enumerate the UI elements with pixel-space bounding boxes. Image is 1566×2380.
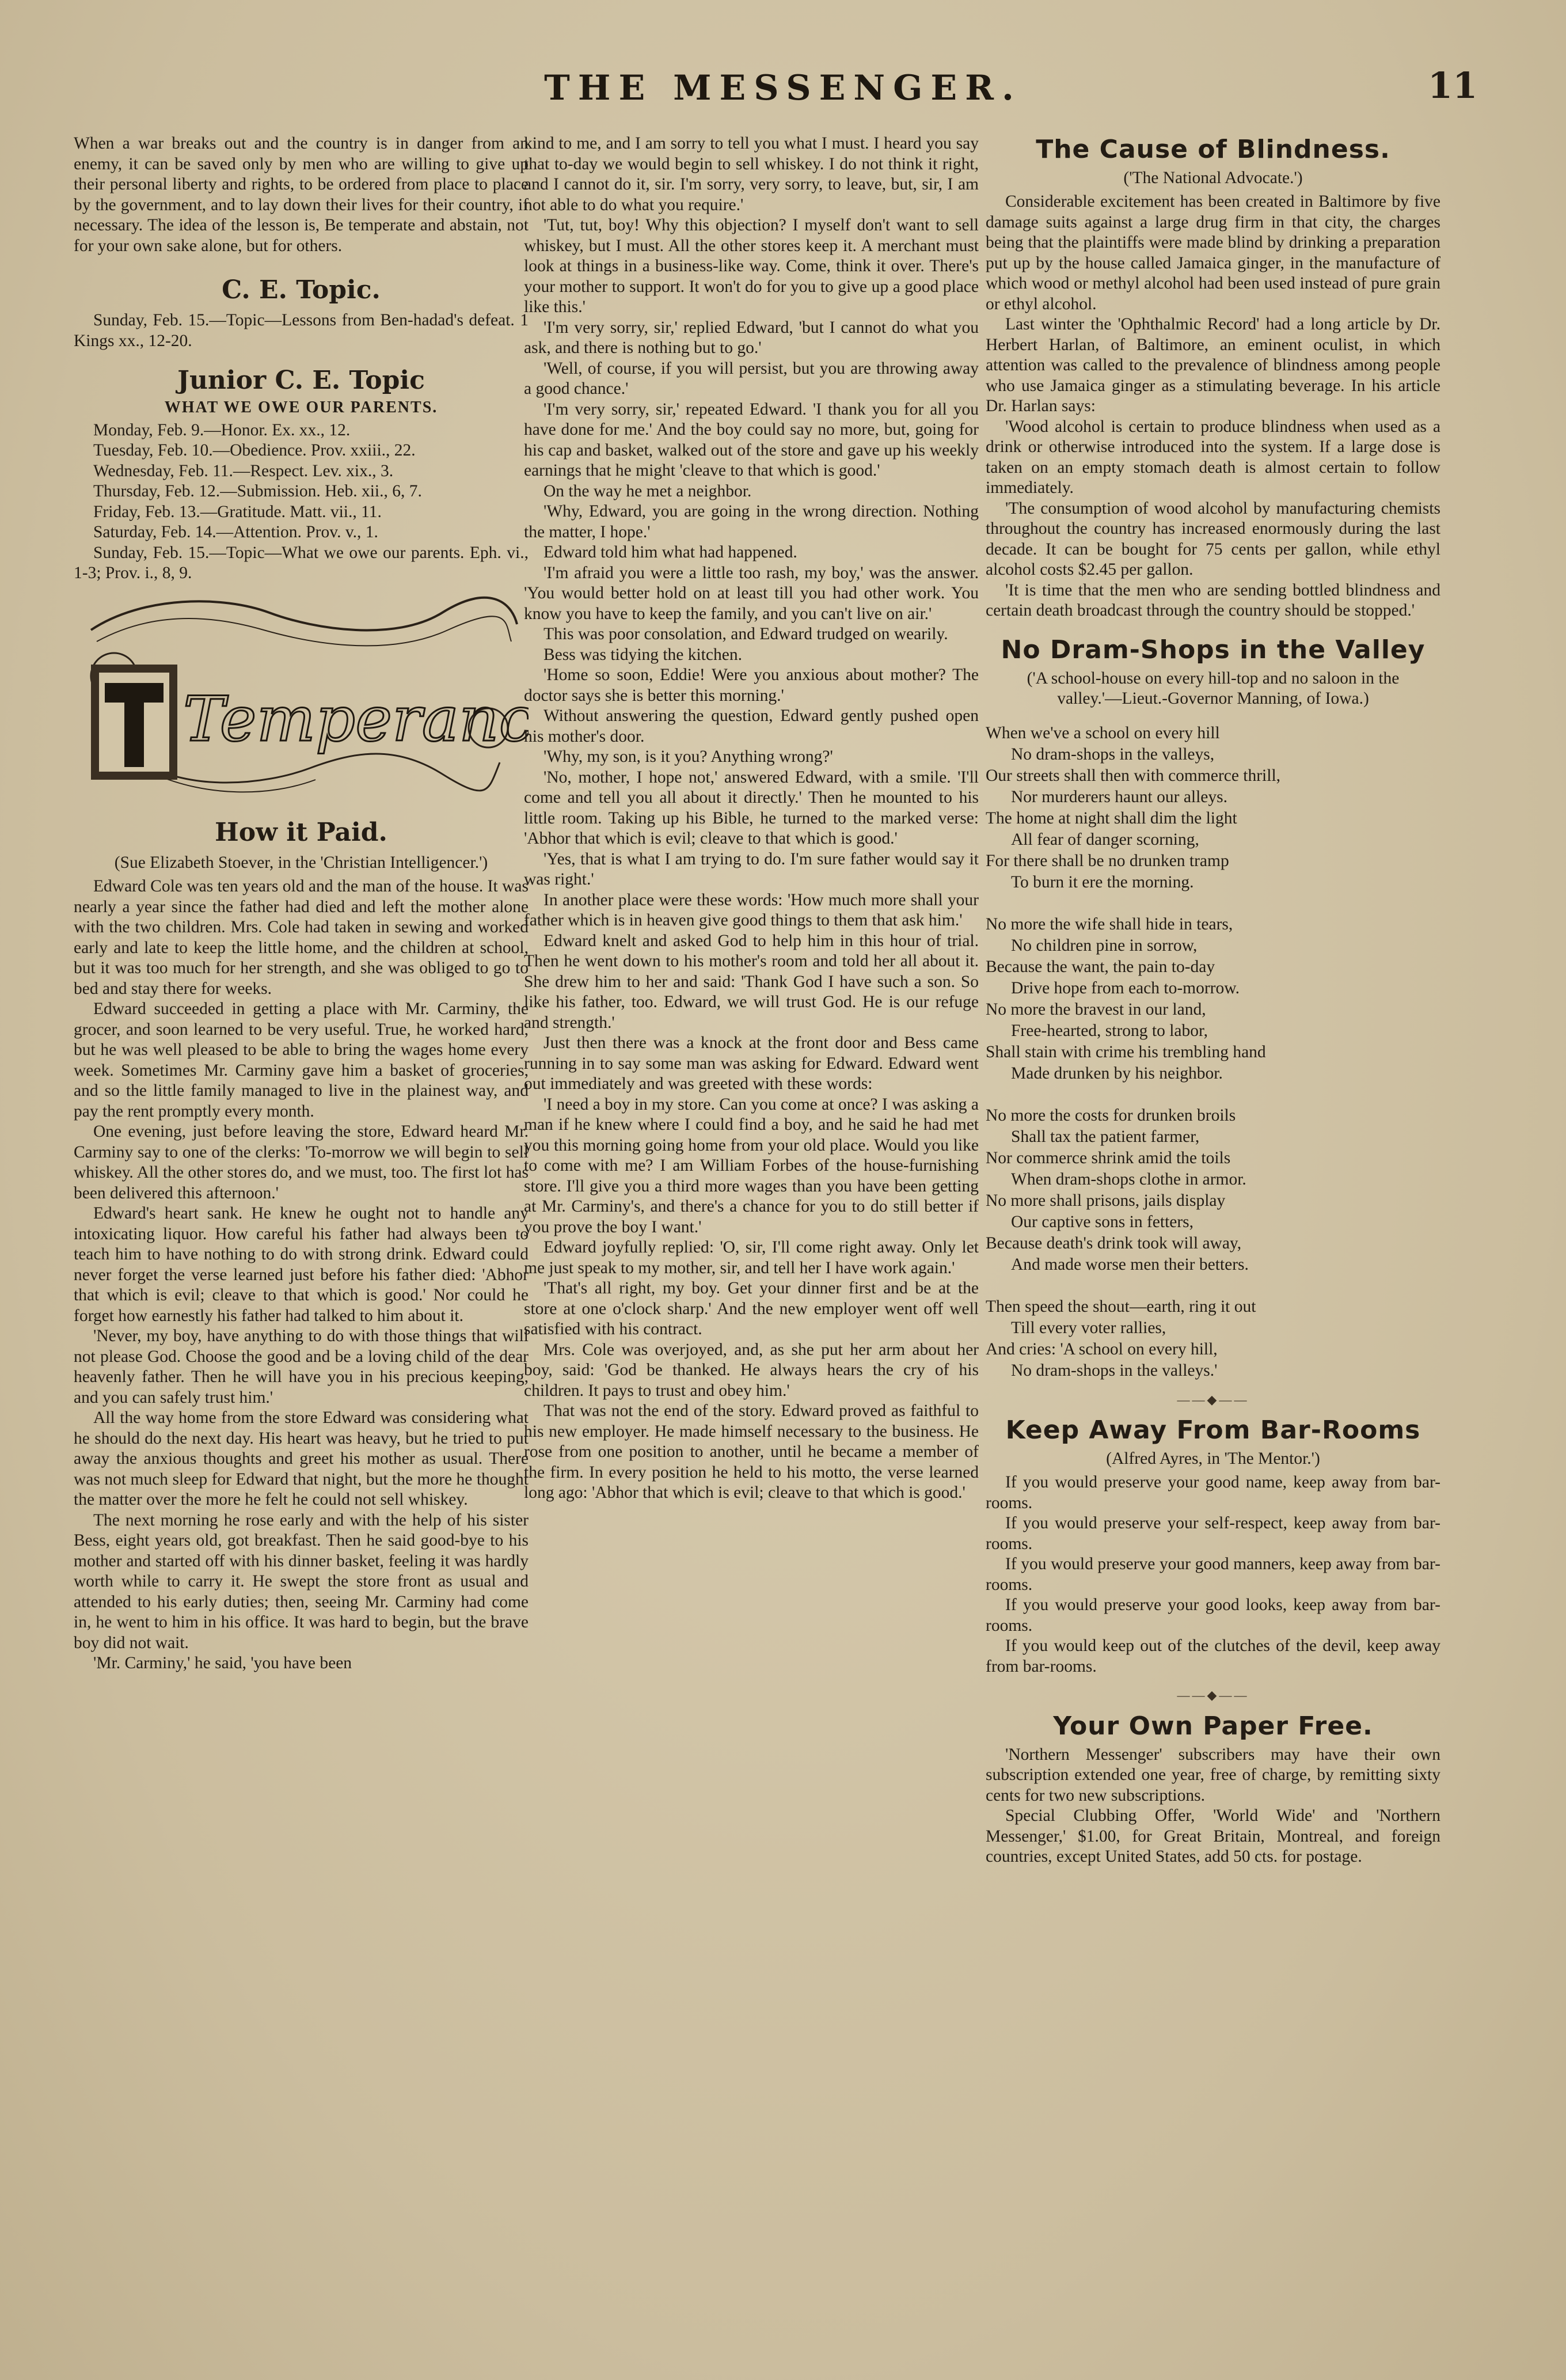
paragraph: 'Well, of course, if you will persist, but you are throwing away a good chance.' bbox=[524, 359, 979, 398]
list-item: Thursday, Feb. 12.—Submission. Heb. xii., 6, 7. bbox=[93, 482, 422, 500]
paragraph: One evening, just before leaving the store, Edward heard Mr. Carminy say to one of the clerks: 'To-morrow we will begin to sell whiskey. All the other stores do, and we must, too. The first lot has been delivered this afternoon.' bbox=[74, 1122, 529, 1202]
masthead-title: THE MESSENGER. bbox=[544, 68, 1022, 108]
list-item: Wednesday, Feb. 11.—Respect. Lev. xix., 3. bbox=[93, 461, 394, 480]
paragraph: 'Yes, that is what I am trying to do. I'm sure father would say it was right.' bbox=[524, 849, 979, 889]
column-2 bbox=[524, 134, 979, 1504]
ce-topic-text: Sunday, Feb. 15.—Topic—Lessons from Ben-hadad's defeat. 1 Kings xx., 12-20. bbox=[74, 311, 529, 350]
poem-line: And cries: 'A school on every hill, bbox=[986, 1339, 1218, 1358]
paragraph: 'Home so soon, Eddie! Were you anxious about mother? The doctor says she is better this morning.' bbox=[524, 666, 979, 705]
paragraph: 'Tut, tut, boy! Why this objection? I myself don't want to sell whiskey, but I must. All the other stores keep it. A merchant must look at things in a business-like way. Come, think it over. There's your mother to support. It won't do for you to give up a good place like this.' bbox=[524, 216, 979, 316]
paragraph: 'Mr. Carminy,' he said, 'you have been bbox=[93, 1654, 352, 1672]
poem-line: Nor commerce shrink amid the toils bbox=[986, 1148, 1231, 1167]
poem-line: Then speed the shout—earth, ring it out bbox=[986, 1297, 1256, 1316]
list-item: Monday, Feb. 9.—Honor. Ex. xx., 12. bbox=[93, 420, 351, 439]
ce-topic-heading: C. E. Topic. bbox=[222, 275, 381, 305]
paragraph: The next morning he rose early and with the help of his sister Bess, eight years old, got breakfast. Then he said good-bye to his mother and started off with his dinner basket, feeling it was hardly worth while to carry it. He swept the store front as usual and attended to his early duties; then, seeing Mr. Carminy had come in, he went to him in his office. It was hard to begin, but the brave boy did not wait. bbox=[74, 1510, 529, 1652]
lesson-intro: When a war breaks out and the country is in danger from an enemy, it can be saved only by men who are willing to give up their personal liberty and rights, to be ordered from place to place by the government, and to lay down their lives for their country, if necessary. The idea of the lesson is, Be temperate and abstain, not for your own sake alone, but for others. bbox=[74, 134, 529, 255]
list-item: Sunday, Feb. 15.—Topic—What we owe our parents. Eph. vi., 1-3; Prov. i., 8, 9. bbox=[74, 543, 529, 582]
paragraph: 'No, mother, I hope not,' answered Edward, with a smile. 'I'll come and tell you all about it directly.' Then he mounted to his little room. Taking up his Bible, he turned to the marked verse: 'Abhor that which is evil; cleave to that which is good.' bbox=[524, 768, 979, 848]
paragraph: Considerable excitement has been created in Baltimore by five damage suits against a large drug firm in that city, the charges being that the plaintiffs were made blind by drinking a preparation put up by the house called Jamaica ginger, in the manufacture of which wood or methyl alcohol had been used instead of pure grain or ethyl alcohol. bbox=[986, 192, 1440, 313]
paragraph: If you would keep out of the clutches of the devil, keep away from bar-rooms. bbox=[986, 1637, 1440, 1676]
poem-line: Our streets shall then with commerce thrill, bbox=[986, 766, 1281, 785]
poem-line: No more the bravest in our land, bbox=[986, 1000, 1206, 1019]
poem-line: No more the wife shall hide in tears, bbox=[986, 914, 1233, 933]
paragraph: 'The consumption of wood alcohol by manufacturing chemists throughout the country has increased enormously during the last decade. It can be bought for 75 cents per gallon, while ethyl alcohol costs $2.45 per gallon. bbox=[986, 499, 1440, 579]
paragraph: Edward knelt and asked God to help him in this hour of trial. Then he went down to his mother's room and told her all about it. She drew him to her and said: 'Thank God I have such a son. So like his father, too. Edward, we will trust God. He is our refuge and strength.' bbox=[524, 931, 979, 1032]
paragraph: 'I'm afraid you were a little too rash, my boy,' was the answer. 'You would better hold on at least till you had other work. You know you have to keep the family, and you can't live on air.' bbox=[524, 563, 979, 623]
column-3 bbox=[986, 134, 1440, 1867]
paragraph: 'That's all right, my boy. Get your dinner first and be at the store at one o'clock sharp.' And the new employer went off well satisfied with his contract. bbox=[524, 1279, 979, 1338]
paragraph: If you would preserve your good manners, keep away from bar-rooms. bbox=[986, 1555, 1440, 1594]
poem-stanza bbox=[986, 1296, 1440, 1381]
paragraph: All the way home from the store Edward was considering what he should do the next day. His heart was heavy, but he tried to put away the anxious thoughts and greet his mother as usual. There was not much sleep for Edward that night, but the more he thought the matter over the more he felt he could not sell whiskey. bbox=[74, 1409, 529, 1509]
blindness-heading: The Cause of Blindness. bbox=[1036, 135, 1390, 164]
poem-line: For there shall be no drunken tramp bbox=[986, 851, 1229, 870]
paragraph: If you would preserve your good looks, keep away from bar-rooms. bbox=[986, 1596, 1440, 1635]
poem-line: Shall stain with crime his trembling hand bbox=[986, 1042, 1266, 1061]
poem-line: No more shall prisons, jails display bbox=[986, 1191, 1226, 1210]
paragraph: That was not the end of the story. Edward proved as faithful to his new employer. He made himself necessary to the business. He rose from one position to another, until he became a member of the firm. In every position he held to his motto, the verse learned long ago: 'Abhor that which is evil; cleave to that which is good.' bbox=[524, 1402, 979, 1502]
story-heading: How it Paid. bbox=[215, 818, 387, 847]
poem-line: The home at night shall dim the light bbox=[986, 808, 1237, 828]
paragraph: 'Northern Messenger' subscribers may have their own subscription extended one year, free of charge, by remitting sixty cents for two new subscriptions. bbox=[986, 1745, 1440, 1805]
poem-line: Nor murderers haunt our alleys. bbox=[1011, 787, 1228, 806]
poem-line: And made worse men their betters. bbox=[1011, 1255, 1249, 1274]
paragraph: On the way he met a neighbor. bbox=[543, 481, 752, 500]
bar-rooms-source: (Alfred Ayres, in 'The Mentor.') bbox=[1106, 1449, 1320, 1468]
dram-shops-heading: No Dram-Shops in the Valley bbox=[1001, 635, 1426, 665]
column-1 bbox=[74, 134, 529, 1674]
paragraph: This was poor consolation, and Edward trudged on wearily. bbox=[543, 625, 948, 643]
paragraph: Edward succeeded in getting a place with Mr. Carminy, the grocer, and soon learned to be very useful. True, he worked hard, but he was well pleased to be able to bring the wages home every week. Sometimes Mr. Carminy gave him a basket of groceries, and so the little family managed to live in the plainest way, and pay the rent promptly every month. bbox=[74, 1000, 529, 1121]
paragraph: 'I'm very sorry, sir,' replied Edward, 'but I cannot do what you ask, and there is nothing but to go.' bbox=[524, 318, 979, 357]
poem-line: Free-hearted, strong to labor, bbox=[1011, 1021, 1208, 1040]
own-paper-heading: Your Own Paper Free. bbox=[1053, 1711, 1373, 1741]
paragraph: 'Never, my boy, have anything to do with those things that will not please God. Choose the good and be a loving child of the dear heavenly father. Then he will have you in his precious keeping, and you can safely trust him.' bbox=[74, 1327, 529, 1407]
poem-line: No dram-shops in the valleys, bbox=[1011, 745, 1215, 764]
paragraph: kind to me, and I am sorry to tell you what I must. I heard you say that to-day we would begin to sell whiskey. I do not think it right, and I cannot do it, sir. I'm sorry, very sorry, to leave, but, sir, I am not able to do what you require.' bbox=[524, 134, 979, 214]
paragraph: Edward's heart sank. He knew he ought not to handle any intoxicating liquor. How careful his father had always been to teach him to have nothing to do with strong drink. Edward could never forget the verse learned just before his father died: 'Abhor that which is evil; cleave to that which is good.' Nor could he forget how earnestly his father had talked to him about it. bbox=[74, 1204, 529, 1325]
bar-rooms-heading: Keep Away From Bar-Rooms bbox=[1005, 1415, 1421, 1445]
story-body-part-1 bbox=[74, 876, 529, 1674]
page-number: 11 bbox=[1428, 64, 1478, 107]
paragraph: Mrs. Cole was overjoyed, and, as she put her arm about her boy, said: 'God be thanked. He always hears the cry of his children. It pays to trust and obey him.' bbox=[524, 1340, 979, 1400]
temperance-banner-text: Temperan bbox=[183, 683, 499, 756]
junior-ce-subheading: WHAT WE OWE OUR PARENTS. bbox=[164, 398, 438, 416]
poem-line: Because the want, the pain to-day bbox=[986, 957, 1215, 976]
blindness-source: ('The National Advocate.') bbox=[1123, 169, 1303, 187]
poem-line: When we've a school on every hill bbox=[986, 723, 1220, 742]
poem-line: Our captive sons in fetters, bbox=[1011, 1212, 1194, 1231]
paragraph: Without answering the question, Edward gently pushed open his mother's door. bbox=[524, 707, 979, 746]
paragraph: Edward joyfully replied: 'O, sir, I'll come right away. Only let me just speak to my mother, sir, and tell her I have work again.' bbox=[524, 1238, 979, 1277]
junior-ce-heading: Junior C. E. Topic bbox=[177, 366, 425, 395]
paragraph: Special Clubbing Offer, 'World Wide' and 'Northern Messenger,' $1.00, for Great Britain, Montreal, and foreign countries, except United States, add 50 cts. for postage. bbox=[986, 1806, 1440, 1866]
paragraph: Bess was tidying the kitchen. bbox=[543, 645, 742, 664]
poem-stanza bbox=[986, 1105, 1440, 1276]
paragraph: 'It is time that the men who are sending bottled blindness and certain death broadcast through the country should be stopped.' bbox=[986, 580, 1440, 620]
poem-line: Drive hope from each to-morrow. bbox=[1011, 978, 1240, 997]
poem-line: No dram-shops in the valleys.' bbox=[1011, 1361, 1218, 1380]
dram-shops-poem bbox=[986, 723, 1440, 1381]
temperance-banner bbox=[74, 590, 529, 803]
paragraph: If you would preserve your self-respect, keep away from bar-rooms. bbox=[986, 1514, 1440, 1553]
paragraph: 'Why, Edward, you are going in the wrong direction. Nothing the matter, I hope.' bbox=[524, 502, 979, 541]
paragraph: If you would preserve your good name, keep away from bar-rooms. bbox=[986, 1473, 1440, 1512]
poem-stanza bbox=[986, 723, 1440, 893]
poem-line: All fear of danger scorning, bbox=[1011, 830, 1199, 849]
ornament-divider: ——◆—— bbox=[1177, 1688, 1249, 1702]
poem-line: When dram-shops clothe in armor. bbox=[1011, 1170, 1246, 1189]
dram-shops-source: ('A school-house on every hill-top and no saloon in the valley.'—Lieut.-Governor Manning, of Iowa.) bbox=[1027, 669, 1400, 708]
list-item: Tuesday, Feb. 10.—Obedience. Prov. xxiii., 22. bbox=[93, 441, 416, 460]
paragraph: 'Why, my son, is it you? Anything wrong?' bbox=[543, 747, 833, 766]
poem-line: Shall tax the patient farmer, bbox=[1011, 1127, 1200, 1146]
paragraph: Edward Cole was ten years old and the man of the house. It was nearly a year since the father had died and left the mother alone with the two children. Mrs. Cole had taken in sewing and worked early and late to keep the little home, and the children at school, but it was too much for her strength, and she was obliged to go to bed and stay there for weeks. bbox=[74, 877, 529, 998]
paragraph: 'Wood alcohol is certain to produce blindness when used as a drink or otherwise introduced into the system. If a large dose is taken on an empty stomach death is almost certain to follow immediately. bbox=[986, 417, 1440, 497]
list-item: Friday, Feb. 13.—Gratitude. Matt. vii., 11. bbox=[93, 502, 382, 521]
junior-ce-list bbox=[74, 420, 529, 584]
paragraph: Last winter the 'Ophthalmic Record' had a long article by Dr. Herbert Harlan, of Baltimore, an eminent oculist, in which attention was called to the prevalence of blindness among people who use Jamaica ginger as a stimulating beverage. In his article Dr. Harlan says: bbox=[986, 315, 1440, 415]
poem-line: No more the costs for drunken broils bbox=[986, 1106, 1236, 1125]
paragraph: 'I need a boy in my store. Can you come at once? I was asking a man if he knew where I could find a boy, and he said he had met you this morning going home from your old place. Would you like to come with me? I am William Forbes of the house-furnishing store. I'll give you a third more wages than you have been getting at Mr. Carminy's, and there's a chance for you to do still better if you prove the boy I want.' bbox=[524, 1095, 979, 1236]
list-item: Saturday, Feb. 14.—Attention. Prov. v., 1. bbox=[93, 523, 378, 541]
paragraph: Edward told him what had happened. bbox=[543, 543, 797, 561]
poem-line: No children pine in sorrow, bbox=[1011, 936, 1198, 955]
paragraph: Just then there was a knock at the front door and Bess came running in to say some man was asking for Edward. Edward went out immediately and was greeted with these words: bbox=[524, 1034, 979, 1093]
poem-line: To burn it ere the morning. bbox=[1011, 872, 1194, 891]
poem-line: Made drunken by his neighbor. bbox=[1011, 1064, 1223, 1083]
paragraph: 'I'm very sorry, sir,' repeated Edward. 'I thank you for all you have done for me.' And the boy could say no more, but, going for his cap and basket, walked out of the store and gave up his weekly earnings that he might 'cleave to that which is good.' bbox=[524, 400, 979, 480]
story-source: (Sue Elizabeth Stoever, in the 'Christian Intelligencer.') bbox=[114, 853, 488, 872]
paragraph: In another place were these words: 'How much more shall your father which is in heaven give good things to them that ask him.' bbox=[524, 890, 979, 929]
poem-line: Because death's drink took will away, bbox=[986, 1233, 1242, 1252]
poem-line: Till every voter rallies, bbox=[1011, 1318, 1166, 1337]
ornament-divider: ——◆—— bbox=[1177, 1392, 1249, 1407]
poem-stanza bbox=[986, 914, 1440, 1084]
